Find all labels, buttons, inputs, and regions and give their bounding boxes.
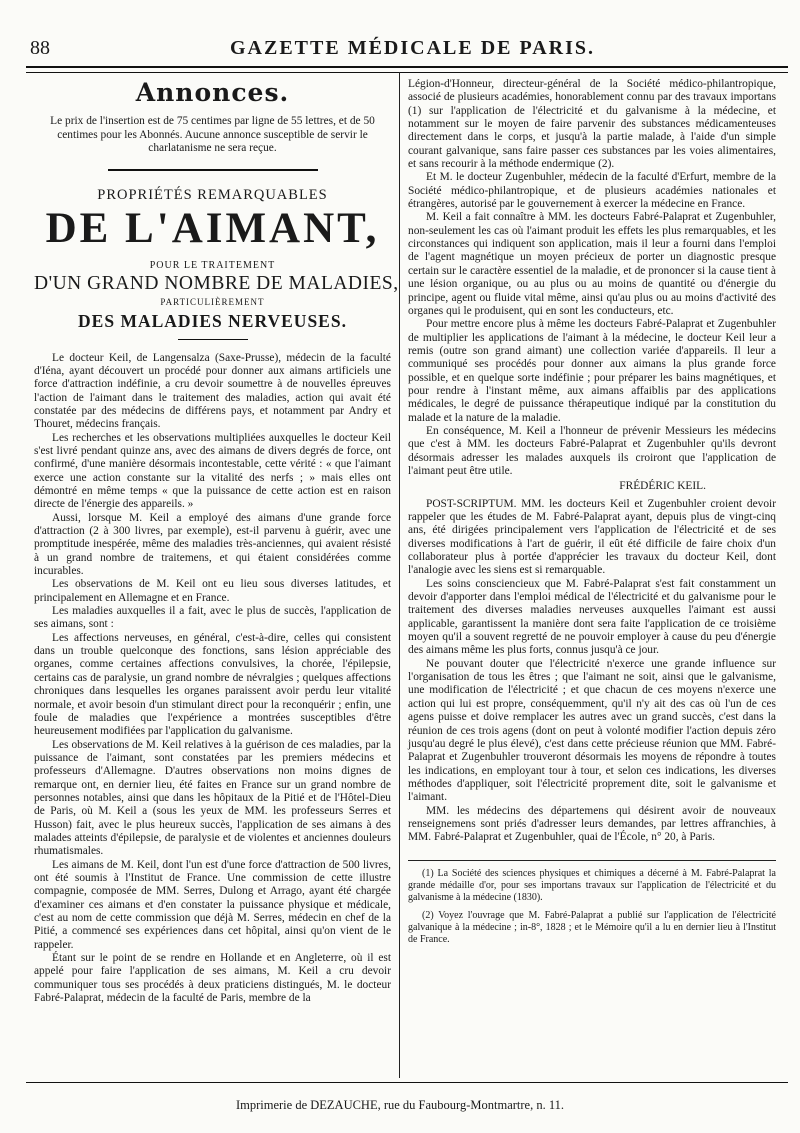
title-line-particulierement: PARTICULIÈREMENT — [160, 296, 265, 307]
left-paragraph: Les observations de M. Keil relatives à la guérison de ces maladies, par la puissance de l'aimant, sont constatées par les premiers médecins et professeurs d'Allemagne. D'autres observations non moins dignes de remarque ont, en dernier lieu, été faites en France sur un grand nombre de personnes notables, ainsi que dans les hôpitaux de la Pitié et de l'Hôtel-Dieu de Paris, où M. Keil a (sous les yeux de MM. les professeurs Serres et Husson) fait, avec le plus heureux succès, l'application de ses aimans à des malades atteints d'épilepsie, de paralysie et de violentes et anciennes douleurs rhumatismales. — [34, 738, 391, 858]
postscript-paragraph: POST-SCRIPTUM. MM. les docteurs Keil et Zugenbuhler croient devoir rappeler que les études de M. Fabré-Palaprat ayant, depuis plus de vingt-cinq ans, été dirigées principalement vers l'application de l'électricité et de ses diverses modifications à l'art de guérir, il eût été difficile de faire choix d'un collaborateur plus à portée d'apprécier les travaux du docteur Keil, dont l'analogie avec les siens est si remarquable. — [408, 497, 776, 577]
footer-rule — [26, 1082, 788, 1083]
annonces-heading: Annonces. — [135, 78, 290, 107]
title-underline — [178, 339, 248, 340]
title-line-proprietes: PROPRIÉTÉS REMARQUABLES — [97, 186, 328, 203]
signature: FRÉDÉRIC KEIL. — [619, 480, 706, 493]
right-paragraph: M. Keil a fait connaître à MM. les docteurs Fabré-Palaprat et Zugenbuhler, non-seulement les cas où l'aimant produit les effets les plus remarquables, et les circonstances qui indiquent son application, mais il leur a fourni dans l'emploi de l'agent magnétique un moyen précieux de porter un diagnostic presque certain sur le caractère essentiel de la maladie, et de prononcer si la cause tient à une lésion organique, ou au plus ou au moins de quantité ou d'énergie du principe, agent ou fluide vital même, ainsi qu'au plus ou au moins d'activité des organes qui le produisent, qui en sont les conducteurs, etc. — [408, 211, 776, 317]
right-paragraph: En conséquence, M. Keil a l'honneur de prévenir Messieurs les médecins que c'est à MM. les docteurs Fabré-Palaprat et Zugenbuhler qu'ils devront désormais adresser les malades auxquels ils croiront que l'application de l'aimant peut être utile. — [408, 424, 776, 477]
left-paragraph: Les recherches et les observations multipliées auxquelles le docteur Keil s'est livré pendant quinze ans, avec des aimans de divers degrés de force, ont confirmé, d'une manière désormais incontestable, cette vérité : « que l'aimant exerce une action constante sur la vitalité des nerfs ; » mais elles ont démontré en même temps « que la puissance de cette action est en raison directe de l'énergie des appareils. » — [34, 431, 391, 511]
footnote: (1) La Société des sciences physiques et chimiques a décerné à M. Fabré-Palaprat la grande médaille d'or, pour ses importans travaux sur l'application de l'électricité et du galvanisme à la médecine (1830). — [408, 867, 776, 903]
column-divider — [399, 72, 400, 1078]
title-line-nerveuses: DES MALADIES NERVEUSES. — [78, 311, 347, 332]
footnote-rule — [408, 860, 776, 861]
title-line-pour: POUR LE TRAITEMENT — [149, 260, 276, 272]
postscript-paragraph: Les soins consciencieux que M. Fabré-Palaprat s'est fait constamment un devoir d'apporter dans l'emploi médical de l'électricité et du galvanisme pour le traitement des diverses maladies nerveuses auxquelles l'aimant est aussi applicable, garantissent la manière dont sera faite l'application de ce troisième moyen qu'il a souvent regretté de ne pouvoir employer à cause du peu d'énergie des aimans même les plus forts, connus jusqu'à ce jour. — [408, 577, 776, 657]
postscript-paragraph: MM. les médecins des départemens qui désirent avoir de nouveaux renseignemens sont priés d'adresser leurs demandes, par lettres affranchies, à MM. Fabré-Palaprat et Zugenbuhler, quai de l'École, n° 20, à Paris. — [408, 804, 776, 844]
postscript-paragraph: Ne pouvant douter que l'électricité n'exerce une grande influence sur l'organisation de tous les êtres ; que l'aimant ne soit, ainsi que le galvanisme, une modification de l'électricité ; et que chacun de ces moyens n'exerce une action qui lui est propre, conséquemment, qu'il n'y ait des cas où l'un de ces agens puisse et doive remplacer les autres avec un grand succès, c'est dans la réunion de ces trois agens (dont on peut à volonté modifier l'action depuis zéro jusqu'au degré le plus élevé), c'est dans cette précieuse réunion que MM. Fabré-Palaprat et Zugenbuhler trouveront désormais les moyens de répondre à toutes les indications, en employant tour à tour, et selon ces indications, les diverses méthodes d'appliquer, soit l'électricité proprement dite, soit le galvanisme et l'aimant. — [408, 657, 776, 804]
page-number: 88 — [30, 37, 50, 59]
left-paragraph: Les aimans de M. Keil, dont l'un est d'une force d'attraction de 500 livres, ont été soumis à l'Institut de France. Une commission de cette illustre compagnie, composée de MM. Serres, Dulong et Arrago, ayant été chargée d'examiner ces aimans et d'en constater la puissance physique et médicale, c'est au nom de cette commission que déjà M. Serres, médecin en chef de la Pitié, a commencé ses expériences dans cet hôpital, ainsi qu'on vient de le rappeler. — [34, 858, 391, 951]
left-paragraph: Les observations de M. Keil ont eu lieu sous diverses latitudes, et principalement en Allemagne et en France. — [34, 578, 391, 604]
left-paragraph: Les maladies auxquelles il a fait, avec le plus de succès, l'application de ses aimans, sont : — [34, 605, 391, 631]
title-separator — [108, 169, 318, 171]
right-paragraph: Pour mettre encore plus à même les docteurs Fabré-Palaprat et Zugenbuhler de multiplier les applications de l'aimant à la médecine, le docteur Keil leur a remis (outre son grand aimant) une collection variée d'appareils. Il leur a communiqué ses procédés pour donner aux aimans la plus grande force possible, et en quelque sorte indéfinie ; pour préparer les bains magnétiques, et pour rendre à l'instant même, aux aimans affaiblis par des applications médicales, le degré de puissance thérapeutique indiqué par la constitution du malade et la nature de la maladie. — [408, 318, 776, 424]
left-paragraph: Étant sur le point de se rendre en Hollande et en Angleterre, où il est appelé pour faire l'application de ses aimans, M. Keil a cru devoir communiquer tous ses procédés à deux praticiens distingués, M. le docteur Fabré-Palaprat, médecin de la faculté de Paris, membre de la — [34, 952, 391, 1005]
left-paragraph: Aussi, lorsque M. Keil a employé des aimans d'une grande force d'attraction (2 à 300 livres, par exemple), est-il parvenu à guérir, avec une promptitude inespérée, même des maladies très-anciennes, qui avaient résisté à un grand nombre de traitemens, et qui étaient considérées comme incurables. — [34, 511, 391, 578]
right-paragraph: Et M. le docteur Zugenbuhler, médecin de la faculté d'Erfurt, membre de la Société médico-philantropique, et de plusieurs académies nationales et étrangères, autorisé par le gouvernement à exercer la médecine en France. — [408, 171, 776, 211]
footnote: (2) Voyez l'ouvrage que M. Fabré-Palaprat a publié sur l'application de l'électricité galvanique à la médecine ; in-8°, 1828 ; et le Mémoire qu'il a lu en dernier lieu à l'Institut de France. — [408, 909, 776, 945]
left-paragraph: Les affections nerveuses, en général, c'est-à-dire, celles qui consistent dans un trouble quelconque des fonctions, sans lésion appréciable des organes, comme certaines affections convulsives, la chorée, l'épilepsie, certains cas de paralysie, un grand nombre de névralgies ; quelques affections chroniques dans lesquelles les organes paraissent avoir perdu leur vitalité normale, et avoir besoin d'un stimulant direct pour la reconquérir ; enfin, une foule de maladies que l'expérience a montrées susceptibles d'être heureusement modifiées par l'application du galvanisme. — [34, 631, 391, 738]
title-line-grand-nombre: D'UN GRAND NOMBRE DE MALADIES, — [34, 272, 399, 294]
left-column — [34, 78, 399, 1005]
header-rule — [26, 66, 788, 73]
gazette-title: GAZETTE MÉDICALE DE PARIS. — [230, 37, 596, 59]
printer-imprint: Imprimerie de DEZAUCHE, rue du Faubourg-Montmartre, n. 11. — [235, 1098, 565, 1112]
left-paragraph: Le docteur Keil, de Langensalza (Saxe-Prusse), médecin de la faculté d'Iéna, ayant découvert un procédé pour donner aux aimans artificiels une force d'attraction indéfinie, a cru devoir soumettre à de nouvelles épreuves l'action de l'aimant dans le traitement des maladies, action qui avait été constatée par des médecins de différens pays, et notamment par Andry et Thouret, médecins français. — [34, 351, 391, 431]
annonces-note: Le prix de l'insertion est de 75 centimes par ligne de 55 lettres, et de 50 centimes pour les Abonnés. Aucune annonce susceptible de servir le charlatanisme ne sera reçue. — [50, 115, 375, 155]
right-column — [408, 78, 776, 952]
right-paragraph: Légion-d'Honneur, directeur-général de la Société médico-philantropique, associé de plusieurs académies, honorablement connu par des travaux importans (1) sur l'application de l'électricité et du galvanisme à la médecine, et notamment sur le moyen de faire parvenir des substances médicamenteuses directement dans le corps, et jusqu'à la partie malade, à l'aide d'un simple courant galvanique, sans faire passer ces substances par les voies alimentaires, et sans recourir à la méthode endermique (2). — [408, 78, 776, 171]
title-line-aimant: DE L'AIMANT, — [45, 205, 380, 253]
